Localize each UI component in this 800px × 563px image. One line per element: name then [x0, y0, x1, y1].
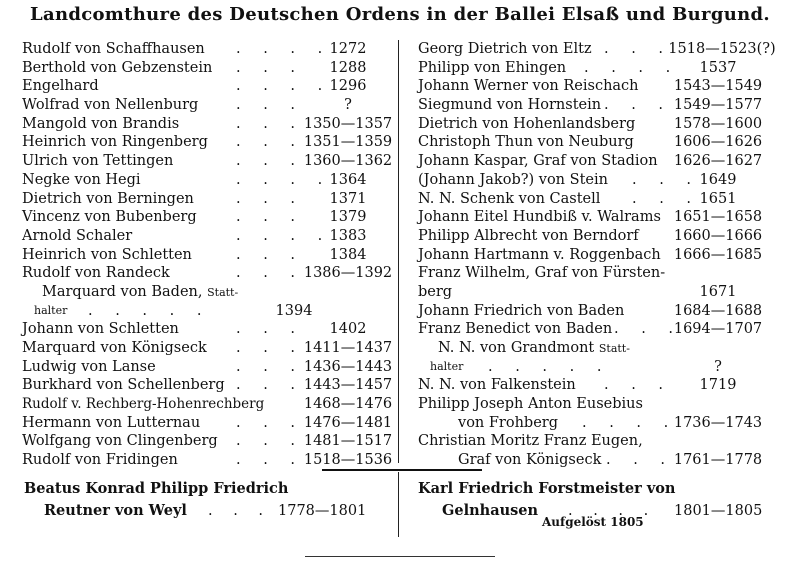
entry-year: 1694—1707 — [673, 321, 763, 338]
dissolution-note: Aufgelöst 1805 — [542, 515, 644, 529]
list-item — [418, 133, 780, 152]
entry-name: Ulrich von Tettingen — [22, 153, 174, 170]
list-item — [22, 152, 393, 171]
list-item — [22, 171, 382, 190]
leader-dots: . . . — [236, 377, 305, 394]
entry-year: 1386—1392 — [303, 265, 393, 282]
leader-dots: . . . — [632, 171, 701, 188]
leader-dots: . . . — [236, 433, 305, 450]
leader-dots: . . . — [236, 321, 305, 338]
list-item — [22, 451, 393, 470]
entry-name: Ludwig von Lanse — [22, 358, 156, 375]
list-item — [22, 320, 382, 339]
entry-name: Dietrich von Hohenlandsberg — [418, 115, 636, 132]
entry-name: Johann von Schletten — [22, 321, 179, 338]
column-divider — [398, 40, 399, 463]
entry-name: Christoph Thun von Neuburg — [418, 134, 634, 151]
entry-name: Georg Dietrich von Eltz — [418, 41, 592, 57]
entry-year: 1719 — [699, 377, 737, 394]
leader-dots: . . . — [236, 115, 305, 132]
list-item — [22, 246, 382, 265]
leader-dots: . . . . — [236, 227, 332, 244]
entry-name: Heinrich von Ringenberg — [22, 134, 208, 151]
entry-year: 1379 — [329, 209, 367, 226]
list-item — [22, 283, 382, 302]
leader-dots: . . . — [236, 414, 305, 431]
entry-name: Wolfrad von Nellenburg — [22, 97, 199, 114]
entry-name: halter — [430, 359, 464, 373]
bottom-right-year: 1801—1805 — [674, 503, 763, 519]
leader-dots: . . . — [236, 153, 305, 170]
entry-year: 1606—1626 — [673, 134, 763, 151]
leader-dots: . . . — [236, 190, 305, 207]
bottom-right-name-line1: Karl Friedrich Forstmeister von — [418, 480, 676, 497]
entry-year: 1360—1362 — [303, 153, 393, 170]
entry-name: Burkhard von Schellenberg — [22, 377, 225, 394]
bottom-right-name-line2: Gelnhausen — [442, 502, 539, 519]
list-item — [22, 339, 393, 358]
page-title: Landcomthure des Deutschen Ordens in der Ballei Elsaß und Burgund. — [30, 4, 770, 25]
entry-year: 1626—1627 — [673, 153, 763, 170]
bottom-column-divider — [398, 472, 399, 537]
entry-name: Dietrich von Berningen — [22, 190, 194, 207]
leader-dots: . . . — [236, 265, 305, 282]
leader-dots: . . . — [614, 321, 683, 338]
leader-dots: . . . — [236, 340, 305, 356]
entry-year: 1394 — [275, 302, 313, 319]
entry-name: Marquard von Königseck — [22, 340, 207, 356]
entry-year: ? — [344, 97, 352, 114]
leader-dots: . . . — [632, 190, 701, 207]
leader-dots: . . . — [606, 452, 675, 469]
entry-name — [438, 339, 630, 359]
list-item — [418, 264, 780, 283]
section-divider — [322, 469, 482, 471]
list-item — [418, 227, 780, 246]
entry-year: 1649 — [699, 171, 737, 188]
list-item — [22, 190, 382, 209]
leader-dots: . . . . — [236, 41, 332, 57]
entry-name: Philipp Albrecht von Berndorf — [418, 227, 639, 244]
list-item — [418, 59, 780, 78]
entry-year: 1443—1457 — [303, 377, 393, 394]
entry-name: N. N. Schenk von Castell — [418, 190, 601, 207]
leader-dots: . . . — [236, 97, 305, 114]
entry-name: berg — [418, 283, 453, 300]
list-item — [22, 432, 393, 451]
entry-name: Philipp Joseph Anton Eusebius — [418, 396, 643, 413]
entry-year: 1549—1577 — [673, 97, 763, 114]
leader-dots: . . . — [236, 246, 305, 263]
list-item — [22, 358, 393, 377]
list-item — [418, 302, 780, 321]
list-item — [22, 115, 393, 134]
entry-name-suffix: Statt- — [207, 285, 239, 299]
entry-name: N. N. von Falkenstein — [418, 377, 576, 394]
entry-year: 1384 — [329, 246, 367, 263]
entry-name: Hermann von Lutternau — [22, 414, 201, 431]
entry-name: Johann Kaspar, Graf von Stadion — [418, 153, 658, 170]
list-item — [418, 208, 780, 227]
entry-year: 1481—1517 — [303, 433, 393, 450]
entry-name: Siegmund von Hornstein — [418, 97, 602, 114]
leader-dots: . . . — [236, 209, 305, 226]
list-item — [22, 59, 382, 78]
entry-name: Vincenz von Bubenberg — [22, 209, 197, 226]
entry-year: 1761—1778 — [673, 452, 763, 469]
entry-name — [42, 283, 238, 303]
entry-name: Rudolf von Randeck — [22, 265, 170, 282]
entry-name: Mangold von Brandis — [22, 115, 180, 132]
entry-name: Rudolf von Fridingen — [22, 452, 178, 469]
entry-name: halter — [34, 303, 68, 317]
list-item — [22, 208, 382, 227]
entry-name: Christian Moritz Franz Eugen, — [418, 433, 643, 450]
entry-name: Johann Friedrich von Baden — [418, 302, 625, 319]
entry-year: 1518—1536 — [303, 452, 393, 469]
entry-name: Franz Benedict von Baden — [418, 321, 613, 338]
entry-name: Rudolf von Schaffhausen — [22, 41, 205, 57]
leader-dots: . . . — [208, 503, 272, 519]
left-column — [22, 40, 393, 470]
entry-name: Rudolf v. Rechberg-Hohenrechberg — [22, 396, 265, 413]
entry-year: 1371 — [329, 190, 367, 207]
leader-dots: . . . . . — [488, 358, 611, 375]
list-item — [418, 96, 780, 115]
list-item — [22, 96, 382, 115]
list-item — [418, 320, 780, 339]
entry-year: 1651 — [699, 190, 737, 207]
entry-year: 1272 — [329, 41, 367, 57]
entry-year: 1671 — [699, 283, 737, 300]
bottom-left-name-line2: Reutner von Weyl — [44, 502, 187, 519]
entry-name: Graf von Königseck — [458, 452, 602, 469]
leader-dots: . . . — [236, 358, 305, 375]
list-item — [22, 376, 393, 395]
entry-year: 1288 — [329, 59, 367, 76]
entry-name-suffix: Statt- — [598, 342, 630, 355]
leader-dots: . . . — [236, 134, 305, 151]
list-item — [418, 283, 780, 302]
leader-dots: . . . — [604, 97, 673, 114]
entry-name: Negke von Hegi — [22, 171, 141, 188]
entry-year: 1351—1359 — [303, 134, 393, 151]
entry-year: 1402 — [329, 321, 367, 338]
entry-name: (Johann Jakob?) von Stein — [418, 171, 608, 188]
list-item — [22, 40, 382, 59]
entry-year: 1543—1549 — [673, 78, 763, 95]
list-item — [418, 115, 780, 134]
entry-name: Franz Wilhelm, Graf von Fürsten- — [418, 265, 666, 282]
list-item — [418, 395, 780, 414]
entry-name: Arnold Schaler — [22, 227, 133, 244]
list-item — [418, 190, 780, 209]
list-item — [22, 395, 393, 414]
leader-dots: . . . . . — [88, 302, 211, 319]
list-item — [418, 414, 780, 433]
list-item — [22, 227, 382, 246]
leader-dots: . . . . — [236, 171, 332, 188]
entry-name: Johann Hartmann v. Roggenbach — [418, 246, 661, 263]
entry-name-text: N. N. von Grandmont — [438, 340, 595, 356]
list-item — [418, 432, 780, 451]
footer-rule — [305, 556, 495, 557]
list-item — [418, 40, 780, 59]
entry-name: von Frohberg — [458, 414, 559, 431]
entry-year: 1383 — [329, 227, 367, 244]
list-item — [418, 451, 780, 470]
entry-name: Wolfgang von Clingenberg — [22, 433, 218, 450]
list-item — [418, 246, 780, 265]
list-item — [418, 152, 780, 171]
leader-dots: . . . . — [568, 503, 657, 519]
bottom-left-year: 1778—1801 — [278, 503, 367, 519]
leader-dots: . . . — [236, 59, 305, 76]
entry-year: 1296 — [329, 78, 367, 95]
list-item — [418, 77, 780, 96]
list-item — [22, 133, 393, 152]
entry-year: 1350—1357 — [303, 115, 393, 132]
entry-name: Johann Eitel Hundbiß v. Walrams — [418, 209, 661, 226]
entry-name: Berthold von Gebzenstein — [22, 59, 213, 76]
list-item — [22, 77, 382, 96]
leader-dots: . . . . — [236, 78, 332, 95]
entry-name: Engelhard — [22, 78, 99, 95]
bottom-left-name-line1: Beatus Konrad Philipp Friedrich — [24, 480, 289, 497]
list-item — [418, 171, 780, 190]
entry-year: 1684—1688 — [673, 302, 763, 319]
list-item — [418, 358, 780, 377]
entry-year: 1651—1658 — [673, 209, 763, 226]
entry-year: 1666—1685 — [673, 246, 763, 263]
list-item — [22, 414, 393, 433]
leader-dots: . . . — [604, 377, 673, 394]
leader-dots: . . . . — [584, 59, 680, 76]
list-item — [418, 376, 780, 395]
list-item — [22, 264, 393, 283]
entry-year: 1411—1437 — [303, 340, 393, 356]
entry-year: 1468—1476 — [303, 396, 393, 413]
entry-year: ? — [714, 358, 722, 375]
list-item — [22, 302, 382, 321]
entry-year: 1660—1666 — [673, 227, 763, 244]
list-item — [418, 339, 780, 358]
entry-year: 1578—1600 — [673, 115, 763, 132]
entry-name-text: Marquard von Baden, — [42, 283, 203, 300]
entry-name: Heinrich von Schletten — [22, 246, 192, 263]
entry-year: 1436—1443 — [303, 358, 393, 375]
entry-year: 1476—1481 — [303, 414, 393, 431]
entry-name: Johann Werner von Reischach — [418, 78, 639, 95]
entry-year: 1537 — [699, 59, 737, 76]
entry-year: 1518—1523(?) — [668, 41, 776, 57]
entry-name: Philipp von Ehingen — [418, 59, 567, 76]
entry-year: 1364 — [329, 171, 367, 188]
leader-dots: . . . — [604, 41, 673, 57]
entry-year: 1736—1743 — [673, 414, 763, 431]
right-column — [418, 40, 780, 470]
leader-dots: . . . . — [582, 414, 678, 431]
leader-dots: . . . — [236, 452, 305, 469]
